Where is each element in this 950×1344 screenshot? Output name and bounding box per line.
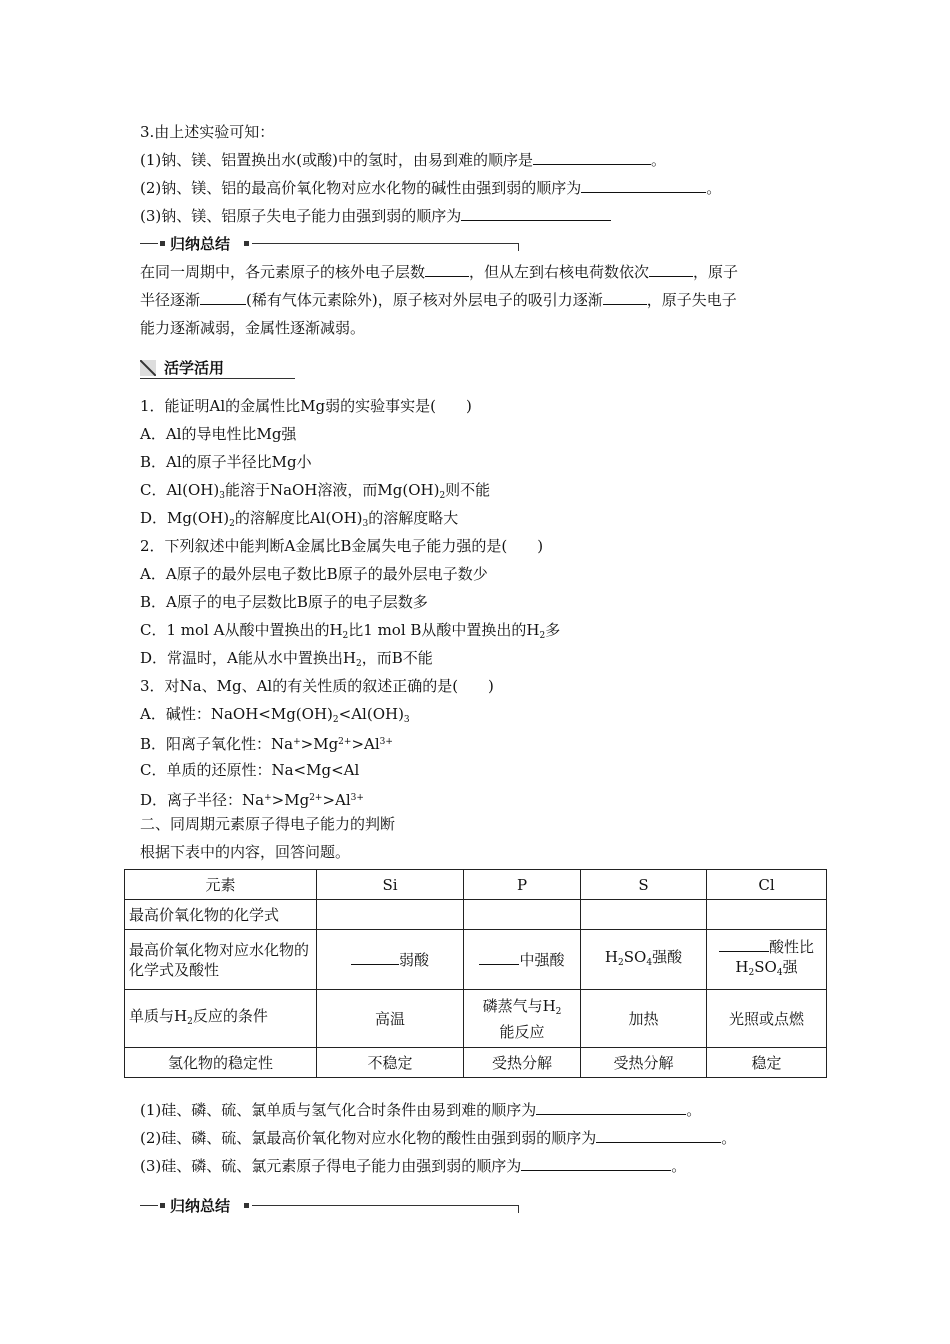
slash-box-icon xyxy=(140,360,156,376)
answer-blank[interactable] xyxy=(425,262,469,277)
table-header: 元素 xyxy=(125,870,317,900)
answer-blank[interactable] xyxy=(200,290,246,305)
intro-text: 根据下表中的内容，回答问题。 xyxy=(140,843,351,861)
answer-blank[interactable] xyxy=(536,1100,686,1115)
question-line: (2)钠、镁、铝的最高价氧化物对应水化物的碱性由强到弱的顺序为 。 xyxy=(140,179,722,197)
question-line: (2)硅、磷、硫、氯最高价氧化物对应水化物的酸性由强到弱的顺序为 。 xyxy=(140,1129,737,1147)
answer-blank[interactable] xyxy=(596,1128,721,1143)
question-line: (3)硅、磷、硫、氯元素原子得电子能力由强到弱的顺序为 。 xyxy=(140,1157,687,1175)
table-cell: 最高价氧化物对应水化物的化学式及酸性 xyxy=(125,930,317,990)
summary-header xyxy=(140,1196,520,1216)
table-header: S xyxy=(581,870,707,900)
question-stem: 3．对Na、Mg、Al的有关性质的叙述正确的是( ) xyxy=(140,677,494,695)
table-cell: 稳定 xyxy=(707,1048,827,1078)
table-row xyxy=(125,990,827,1048)
table-cell: 单质与$H_2$反应的条件 xyxy=(125,990,317,1048)
answer-blank[interactable] xyxy=(649,262,693,277)
option-c[interactable]: C．$Al(OH)_3$能溶于NaOH溶液，而$Mg(OH)_2$则不能 xyxy=(140,481,491,501)
option-d[interactable]: D．常温时，A能从水中置换出$H_2$，而B不能 xyxy=(140,649,433,669)
option-b[interactable]: B．A原子的电子层数比B原子的电子层数多 xyxy=(140,593,428,611)
table-cell-blank[interactable] xyxy=(464,900,581,930)
option-b[interactable]: B．阳离子氧化性：$Na^+>Mg^{2+}>Al^{3+}$ xyxy=(140,735,393,753)
answer-blank[interactable] xyxy=(521,1156,671,1171)
summary-text: 在同一周期中，各元素原子的核外电子层数 ，但从左到右核电荷数依次 ，原子 xyxy=(140,263,739,281)
table-cell: 不稳定 xyxy=(317,1048,464,1078)
answer-blank[interactable] xyxy=(351,950,399,965)
table-cell: 受热分解 xyxy=(581,1048,707,1078)
table-cell: 最高价氧化物的化学式 xyxy=(125,900,317,930)
answer-blank[interactable] xyxy=(581,178,706,193)
option-d[interactable]: D．$Mg(OH)_2$的溶解度比$Al(OH)_3$的溶解度略大 xyxy=(140,509,459,529)
question-line: (1)硅、磷、硫、氯单质与氢气化合时条件由易到难的顺序为 。 xyxy=(140,1101,702,1119)
answer-blank[interactable] xyxy=(479,950,519,965)
section-heading: 二、同周期元素原子得电子能力的判断 xyxy=(140,815,396,833)
summary-title: 归纳总结 xyxy=(170,1197,231,1215)
option-b[interactable]: B．Al的原子半径比Mg小 xyxy=(140,453,312,471)
table-cell: 磷蒸气与$H_2$ 能反应 xyxy=(464,990,581,1048)
section-heading: 3.由上述实验可知： xyxy=(140,123,275,141)
practice-header xyxy=(140,358,295,380)
table-cell-blank[interactable] xyxy=(317,900,464,930)
table-cell: 光照或点燃 xyxy=(707,990,827,1048)
table-row xyxy=(125,900,827,930)
table-cell: 高温 xyxy=(317,990,464,1048)
table-cell-blank[interactable] xyxy=(707,900,827,930)
question-line: (1)钠、镁、铝置换出水(或酸)中的氢时，由易到难的顺序是 。 xyxy=(140,151,666,169)
question-stem: 2．下列叙述中能判断A金属比B金属失电子能力强的是( ) xyxy=(140,537,544,555)
option-c[interactable]: C．单质的还原性：Na<Mg<Al xyxy=(140,761,360,779)
summary-text: 能力逐渐减弱，金属性逐渐减弱。 xyxy=(140,319,366,337)
answer-blank[interactable] xyxy=(603,290,647,305)
table-header: P xyxy=(464,870,581,900)
question-stem: 1．能证明Al的金属性比Mg弱的实验事实是( ) xyxy=(140,397,472,415)
option-a[interactable]: A．Al的导电性比Mg强 xyxy=(140,425,297,443)
practice-title: 活学活用 xyxy=(164,359,225,377)
answer-blank[interactable] xyxy=(461,206,611,221)
table-row xyxy=(125,870,827,900)
table-header: Si xyxy=(317,870,464,900)
summary-header xyxy=(140,234,520,254)
element-table xyxy=(124,869,827,1078)
question-line: (3)钠、镁、铝原子失电子能力由强到弱的顺序为 xyxy=(140,206,611,226)
table-cell: 弱酸 xyxy=(317,930,464,990)
table-cell: 受热分解 xyxy=(464,1048,581,1078)
table-row xyxy=(125,1048,827,1078)
table-cell: 加热 xyxy=(581,990,707,1048)
table-row xyxy=(125,930,827,990)
table-header: Cl xyxy=(707,870,827,900)
option-a[interactable]: A．A原子的最外层电子数比B原子的最外层电子数少 xyxy=(140,565,488,583)
summary-text: 半径逐渐 (稀有气体元素除外)，原子核对外层电子的吸引力逐渐 ，原子失电子 xyxy=(140,291,737,309)
table-cell: 中强酸 xyxy=(464,930,581,990)
summary-title: 归纳总结 xyxy=(170,235,231,253)
answer-blank[interactable] xyxy=(533,150,651,165)
table-cell: 氢化物的稳定性 xyxy=(125,1048,317,1078)
table-cell-blank[interactable] xyxy=(581,900,707,930)
option-c[interactable]: C．1 mol A从酸中置换出的$H_2$比1 mol B从酸中置换出的$H_2$多 xyxy=(140,621,561,641)
table-cell: $H_2SO_4$强酸 xyxy=(581,930,707,990)
table-cell: 酸性比 $H_2SO_4$强 xyxy=(707,930,827,990)
option-a[interactable]: A．碱性：$NaOH<Mg(OH)_2<Al(OH)_3$ xyxy=(140,705,410,725)
answer-blank[interactable] xyxy=(719,937,769,952)
option-d[interactable]: D．离子半径：$Na^+>Mg^{2+}>Al^{3+}$ xyxy=(140,791,364,809)
